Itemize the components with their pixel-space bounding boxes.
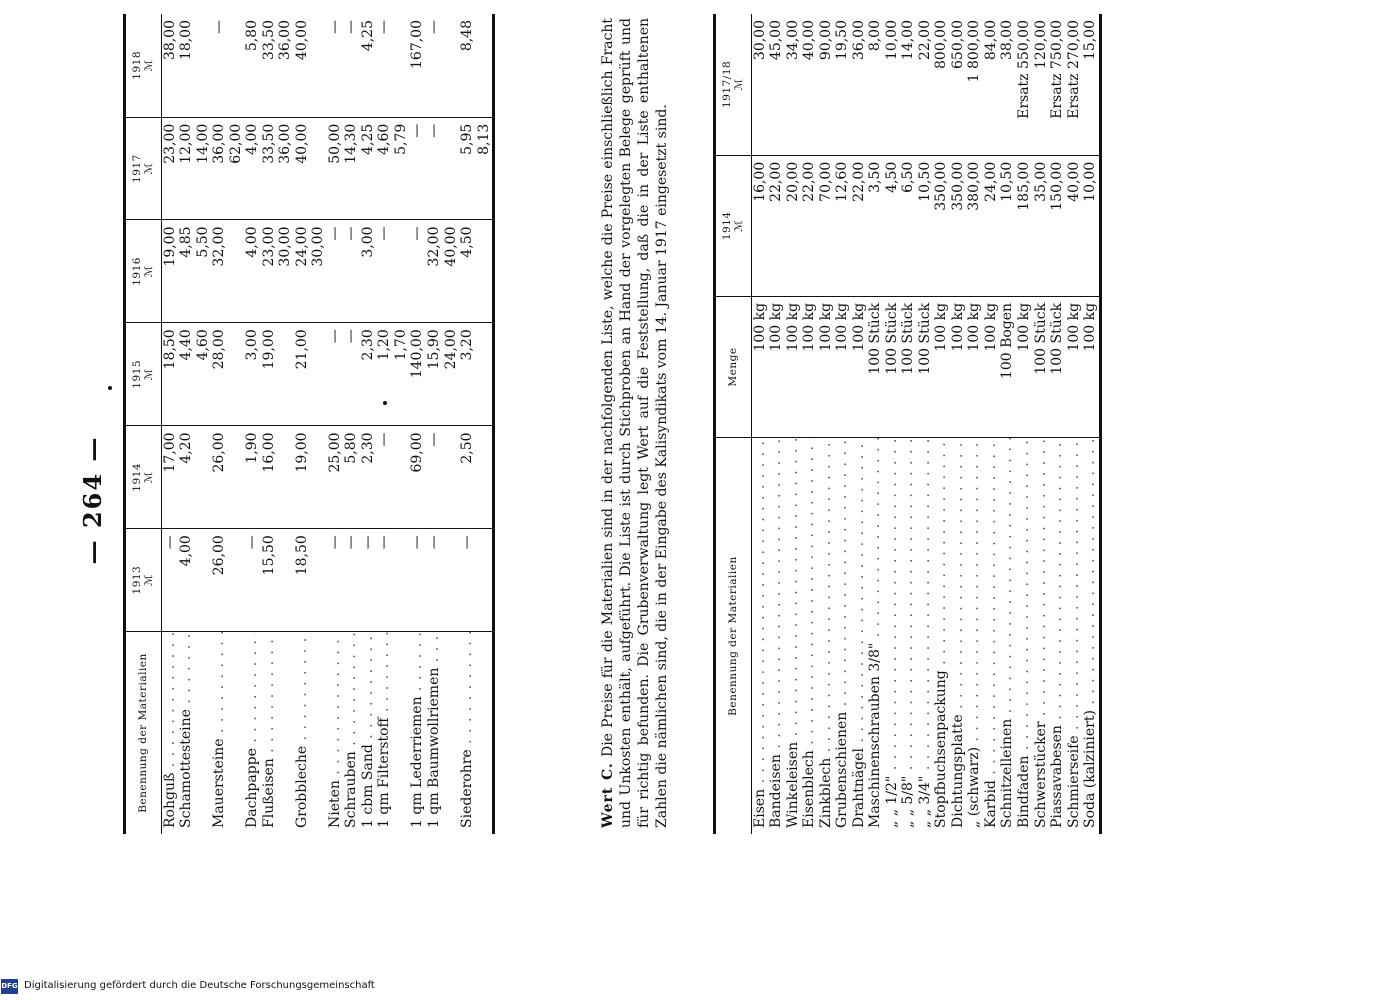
table1-price-cell: — [376, 426, 409, 529]
table1-price-cell: 2,30 [360, 426, 377, 529]
table1-price-cell: — [343, 220, 360, 323]
table1-price-cell: 4,00 [244, 117, 261, 220]
table1-row [161, 14, 178, 834]
table1-price-cell: 18,50 [161, 323, 178, 426]
table1-material-label: Flußeisen . . . [261, 632, 294, 835]
table1-price-cell: 15,50 [261, 529, 294, 632]
table1-price-cell: — [459, 529, 494, 632]
table2-price-1914-cell: 3,50 [867, 155, 884, 296]
table1-row [327, 14, 344, 834]
table1-price-cell: — [211, 14, 244, 117]
table1-header-1914: 1914 ℳ [125, 426, 162, 529]
table2-material-label: Dichtungsplatte . . . [950, 438, 967, 834]
table2-price-1914-cell: 10,50 [999, 155, 1016, 296]
table1-price-cell: — [426, 426, 459, 529]
table2-row [1066, 14, 1083, 834]
table2-price-1914-cell: 22,00 [801, 155, 818, 296]
table2-price-1914-cell: 22,00 [851, 155, 868, 296]
table2-price-1917-18-cell: 90,00 [818, 14, 835, 155]
table1-price-cell: 4,00 [178, 529, 211, 632]
table2-quantity-cell: 100 kg [950, 296, 967, 437]
table2-material-label: Grubenschienen . . . [834, 438, 851, 834]
table1-price-cell: 15,90 24,00 [426, 323, 459, 426]
table2-row [950, 14, 967, 834]
table2-material-label: Winkeleisen . . . [785, 438, 802, 834]
table2-quantity-cell: 100 kg [751, 296, 768, 437]
table1-price-cell: 23,00 [161, 117, 178, 220]
table1-price-cell: 1,90 [244, 426, 261, 529]
table1-price-cell: — [409, 529, 426, 632]
table1-price-cell: 32,00 40,00 [426, 220, 459, 323]
table2-header-1917-18: 1917/18 ℳ [715, 14, 752, 155]
table2-price-1914-cell: 10,50 [917, 155, 934, 296]
footer-text: Digitalisierung gefördert durch die Deutsche Forschungsgemeinschaft [24, 980, 375, 991]
table1-price-cell: — [327, 529, 344, 632]
table2-price-1917-18-cell: 84,00 [983, 14, 1000, 155]
table2-price-1914-cell: 24,00 [983, 155, 1000, 296]
table1-price-cell: 18,00 [178, 14, 211, 117]
table2-price-1914-cell: 40,00 [1066, 155, 1083, 296]
table1-price-cell: — [343, 14, 360, 117]
table1-header-1918: 1918 ℳ [125, 14, 162, 117]
table1-price-cell: 3,00 [244, 323, 261, 426]
table2-quantity-cell: 100 Stück [900, 296, 917, 437]
table2-price-1917-18-cell: 34,00 [785, 14, 802, 155]
table1-price-cell: 5,80 [244, 14, 261, 117]
table1-price-cell: — [360, 529, 377, 632]
table1-price-cell: 4,00 [244, 220, 261, 323]
table2-price-1914-cell: 350,00 [950, 155, 967, 296]
table2-price-1914-cell: 4,50 [884, 155, 901, 296]
table2-quantity-cell: 100 kg [933, 296, 950, 437]
table2-price-1917-18-cell: 1 800,00 [966, 14, 983, 155]
table2-row [867, 14, 884, 834]
table2-row [818, 14, 835, 834]
table1-price-cell: 38,00 [161, 14, 178, 117]
table1-material-label: Mauersteine . . . [211, 632, 244, 835]
table1-price-cell: 33,50 36,00 [261, 14, 294, 117]
table2-material-label: Bandeisen . . . [768, 438, 785, 834]
table1-price-cell: 2,30 [360, 323, 377, 426]
table1-price-cell: 4,25 [360, 14, 377, 117]
table1-row [343, 14, 360, 834]
table2-material-label: „ (schwarz) . . . [966, 438, 983, 834]
table2-price-1917-18-cell: 14,00 [900, 14, 917, 155]
table1-price-cell: — [376, 14, 409, 117]
table2-row [900, 14, 917, 834]
table2-material-label: Zinkblech . . . [818, 438, 835, 834]
table2-material-label: Soda (kalziniert) . . . [1082, 438, 1100, 834]
table2-row [917, 14, 934, 834]
table2-price-1917-18-cell: 120,00 [1033, 14, 1050, 155]
table1-material-label: Grobbleche . . . [294, 632, 327, 835]
table2-price-1914-cell: 10,00 [1082, 155, 1100, 296]
table2-price-1914-cell: 12,60 [834, 155, 851, 296]
table2-header-1914: 1914 ℳ [715, 155, 752, 296]
table1-price-cell: 5,95 8,13 [459, 117, 494, 220]
table1-material-label: 1 cbm Sand . . . [360, 632, 377, 835]
table2-header-menge: Menge [715, 296, 752, 437]
table2-price-1917-18-cell: 19,50 [834, 14, 851, 155]
table2-header-label: Benennung der Materialien [715, 438, 752, 834]
table2-material-label: Schmierseife . . . [1066, 438, 1083, 834]
table1-material-label: Rohguß . . . [161, 632, 178, 835]
table2-material-label: Drahtnägel . . . [851, 438, 868, 834]
table2-price-1917-18-cell: Ersatz 550,00 [1016, 14, 1033, 155]
table1-price-cell: 18,50 [294, 529, 327, 632]
table1-material-label: Siederohre . . . [459, 632, 494, 835]
table1-price-cell: 26,00 [211, 529, 244, 632]
table2-quantity-cell: 100 Stück [1049, 296, 1066, 437]
table1-price-cell: 25,00 [327, 426, 344, 529]
table1-price-cell: 21,00 [294, 323, 327, 426]
table2-quantity-cell: 100 kg [1016, 296, 1033, 437]
table1-material-label: Nieten . . . [327, 632, 344, 835]
table2-row [1033, 14, 1050, 834]
table2-quantity-cell: 100 kg [983, 296, 1000, 437]
table2-quantity-cell: 100 kg [834, 296, 851, 437]
table2-price-1914-cell: 16,00 [751, 155, 768, 296]
table1-price-cell: — [343, 529, 360, 632]
table1-row [409, 14, 426, 834]
table1-row [211, 14, 244, 834]
table2-price-1917-18-cell: 40,00 [801, 14, 818, 155]
table1-price-cell: 19,00 [294, 426, 327, 529]
table1-row [178, 14, 211, 834]
table2-row [768, 14, 785, 834]
table1-price-cell: 140,00 [409, 323, 426, 426]
table2-material-label: „ „ 5/8" . . . [900, 438, 917, 834]
table1-row [360, 14, 377, 834]
table2-material-label: Piassavabesen . . . [1049, 438, 1066, 834]
table1-header-1913: 1913 ℳ [125, 529, 162, 632]
price-table-2 [713, 14, 1102, 834]
table2-price-1914-cell: 350,00 [933, 155, 950, 296]
table2-price-1914-cell: 35,00 [1033, 155, 1050, 296]
table1-price-cell: — [409, 220, 426, 323]
table2-quantity-cell: 100 kg [1066, 296, 1083, 437]
table1-material-label: Dachpappe . . . [244, 632, 261, 835]
table1-price-cell: 69,00 [409, 426, 426, 529]
table1-price-cell: 40,00 [294, 14, 327, 117]
table1-price-cell: 4,85 5,50 [178, 220, 211, 323]
table2-material-label: Stopfbuchsenpackung . . . [933, 438, 950, 834]
table2-material-label: „ „ 1/2" . . . [884, 438, 901, 834]
table1-row [376, 14, 409, 834]
table2-row [1082, 14, 1100, 834]
table2-material-label: Schwerstücker . . . [1033, 438, 1050, 834]
table1-price-cell: 8,48 [459, 14, 494, 117]
table1-material-label: Schamottesteine . . . [178, 632, 211, 835]
table1-price-cell: 12,00 14,00 [178, 117, 211, 220]
table1-price-cell: — [426, 14, 459, 117]
table2-price-1914-cell: 20,00 [785, 155, 802, 296]
scan-speck [383, 401, 387, 405]
table1-price-cell: — [161, 529, 178, 632]
table2-quantity-cell: 100 kg [801, 296, 818, 437]
table2-quantity-cell: 100 Stück [1033, 296, 1050, 437]
table2-quantity-cell: 100 Bogen [999, 296, 1016, 437]
table1-material-label: 1 qm Lederriemen . . . [409, 632, 426, 835]
table1-header-1917: 1917 ℳ [125, 117, 162, 220]
table1-price-cell: — [376, 220, 409, 323]
table2-price-1917-18-cell: Ersatz 270,00 [1066, 14, 1083, 155]
table1-price-cell: 40,00 [294, 117, 327, 220]
digitization-footer [0, 977, 1383, 997]
table1-material-label: Schrauben . . . [343, 632, 360, 835]
table2-quantity-cell: 100 kg [1082, 296, 1100, 437]
table1-price-cell: 33,50 36,00 [261, 117, 294, 220]
table1-price-cell: 4,20 [178, 426, 211, 529]
table1-price-cell: — [409, 117, 426, 220]
table2-price-1917-18-cell: Ersatz 750,00 [1049, 14, 1066, 155]
table2-quantity-cell: 100 Stück [884, 296, 901, 437]
table2-quantity-cell: 100 kg [785, 296, 802, 437]
table1-price-cell: 14,30 [343, 117, 360, 220]
table2-material-label: Bindfaden . . . [1016, 438, 1033, 834]
table2-price-1914-cell: 22,00 [768, 155, 785, 296]
table2-material-label: Karbid . . . [983, 438, 1000, 834]
table1-price-cell: 3,20 [459, 323, 494, 426]
table2-price-1914-cell: 70,00 [818, 155, 835, 296]
table1-price-cell: 4,40 4,60 [178, 323, 211, 426]
table2-row [884, 14, 901, 834]
table2-header-row [715, 14, 752, 834]
table1-price-cell: — [327, 220, 344, 323]
table2-quantity-cell: 100 kg [768, 296, 785, 437]
table2-price-1914-cell: 150,00 [1049, 155, 1066, 296]
table1-material-label: 1 qm Filterstoff . . . [376, 632, 409, 835]
table1-price-cell: 32,00 [211, 220, 244, 323]
table1-price-cell: 23,00 30,00 [261, 220, 294, 323]
table1-price-cell: 3,00 [360, 220, 377, 323]
table1-price-cell: — [426, 529, 459, 632]
table2-price-1917-18-cell: 36,00 [851, 14, 868, 155]
table2-price-1914-cell: 185,00 [1016, 155, 1033, 296]
dfg-logo: DFG [1, 979, 18, 994]
table2-row [1049, 14, 1066, 834]
table2-row [966, 14, 983, 834]
paragraph-text: Die Preise für die Materialien sind in der nachfolgenden Liste, welche die Preise einschließlich Fracht und Unkosten enthält, aufgeführt. Die Liste ist durch Stichproben an Hand der vorgelegten Belege geprüft und für richtig befunden. Die Grubenverwaltung legt Wert auf die Feststellung, daß die in der Liste enthaltenen Zahlen die nämlichen sind, die in der Eingabe des Kalisyndikats vom 14. Januar 1917 eingesetzt sind. [600, 18, 670, 828]
table2-material-label: Schnitzelleinen . . . [999, 438, 1016, 834]
paragraph-lead: Wert C. [600, 762, 616, 828]
table2-row [801, 14, 818, 834]
table2-row [983, 14, 1000, 834]
table1-header-1915: 1915 ℳ [125, 323, 162, 426]
table2-price-1914-cell: 380,00 [966, 155, 983, 296]
table2-price-1917-18-cell: 650,00 [950, 14, 967, 155]
table2-price-1917-18-cell: 30,00 [751, 14, 768, 155]
table1-row [244, 14, 261, 834]
wert-c-paragraph [600, 18, 672, 828]
table1-price-cell: 28,00 [211, 323, 244, 426]
table1-price-cell: 19,00 [261, 323, 294, 426]
table1-price-cell: — [426, 117, 459, 220]
table2-material-label: Eisenblech . . . [801, 438, 818, 834]
table1-price-cell: — [244, 529, 261, 632]
table2-row [785, 14, 802, 834]
table1-price-cell: 167,00 [409, 14, 426, 117]
table1-price-cell: 4,60 5,79 [376, 117, 409, 220]
table2-row [933, 14, 950, 834]
table2-row [751, 14, 768, 834]
table1-header-label: Benennung der Materialien [125, 632, 162, 835]
table2-row [999, 14, 1016, 834]
table2-quantity-cell: 100 kg [818, 296, 835, 437]
table2-price-1917-18-cell: 8,00 [867, 14, 884, 155]
table2-price-1914-cell: 6,50 [900, 155, 917, 296]
table2-price-1917-18-cell: 10,00 [884, 14, 901, 155]
table2-price-1917-18-cell: 15,00 [1082, 14, 1100, 155]
table1-price-cell: 16,00 [261, 426, 294, 529]
scan-speck [108, 386, 112, 390]
table1-price-cell: 1,20 1,70 [376, 323, 409, 426]
table1-price-cell: 4,50 [459, 220, 494, 323]
table1-row [261, 14, 294, 834]
table1-price-cell: 26,00 [211, 426, 244, 529]
table1-price-cell: 24,00 30,00 [294, 220, 327, 323]
table2-material-label: Maschinenschrauben 3/8" . . . [867, 438, 884, 834]
table2-price-1917-18-cell: 800,00 [933, 14, 950, 155]
table1-price-cell: 17,00 [161, 426, 178, 529]
page-number: — 264 — [78, 435, 107, 565]
table1-price-cell: 36,00 62,00 [211, 117, 244, 220]
table1-price-cell: — [327, 14, 344, 117]
table2-price-1917-18-cell: 45,00 [768, 14, 785, 155]
table1-price-cell: 4,25 [360, 117, 377, 220]
table2-quantity-cell: 100 Stück [917, 296, 934, 437]
table2-price-1917-18-cell: 38,00 [999, 14, 1016, 155]
table1-row [459, 14, 494, 834]
table1-price-cell: — [343, 323, 360, 426]
table1-material-label: 1 qm Baumwollriemen . . . [426, 632, 459, 835]
table2-material-label: „ „ 3/4" . . . [917, 438, 934, 834]
table1-price-cell: 50,00 [327, 117, 344, 220]
table1-price-cell: — [376, 529, 409, 632]
table1-price-cell: — [327, 323, 344, 426]
table1-row [294, 14, 327, 834]
price-table-1 [123, 14, 495, 834]
table1-header-1916: 1916 ℳ [125, 220, 162, 323]
table2-price-1917-18-cell: 22,00 [917, 14, 934, 155]
table2-row [851, 14, 868, 834]
table2-row [834, 14, 851, 834]
table1-row [426, 14, 459, 834]
table1-header-row [125, 14, 162, 834]
table1-price-cell: 19,00 [161, 220, 178, 323]
table1-price-cell: 5,80 [343, 426, 360, 529]
table2-quantity-cell: 100 Stück [867, 296, 884, 437]
table2-quantity-cell: 100 kg [851, 296, 868, 437]
table1-price-cell: 2,50 [459, 426, 494, 529]
table2-quantity-cell: 100 kg [966, 296, 983, 437]
table2-row [1016, 14, 1033, 834]
table2-material-label: Eisen . . . [751, 438, 768, 834]
